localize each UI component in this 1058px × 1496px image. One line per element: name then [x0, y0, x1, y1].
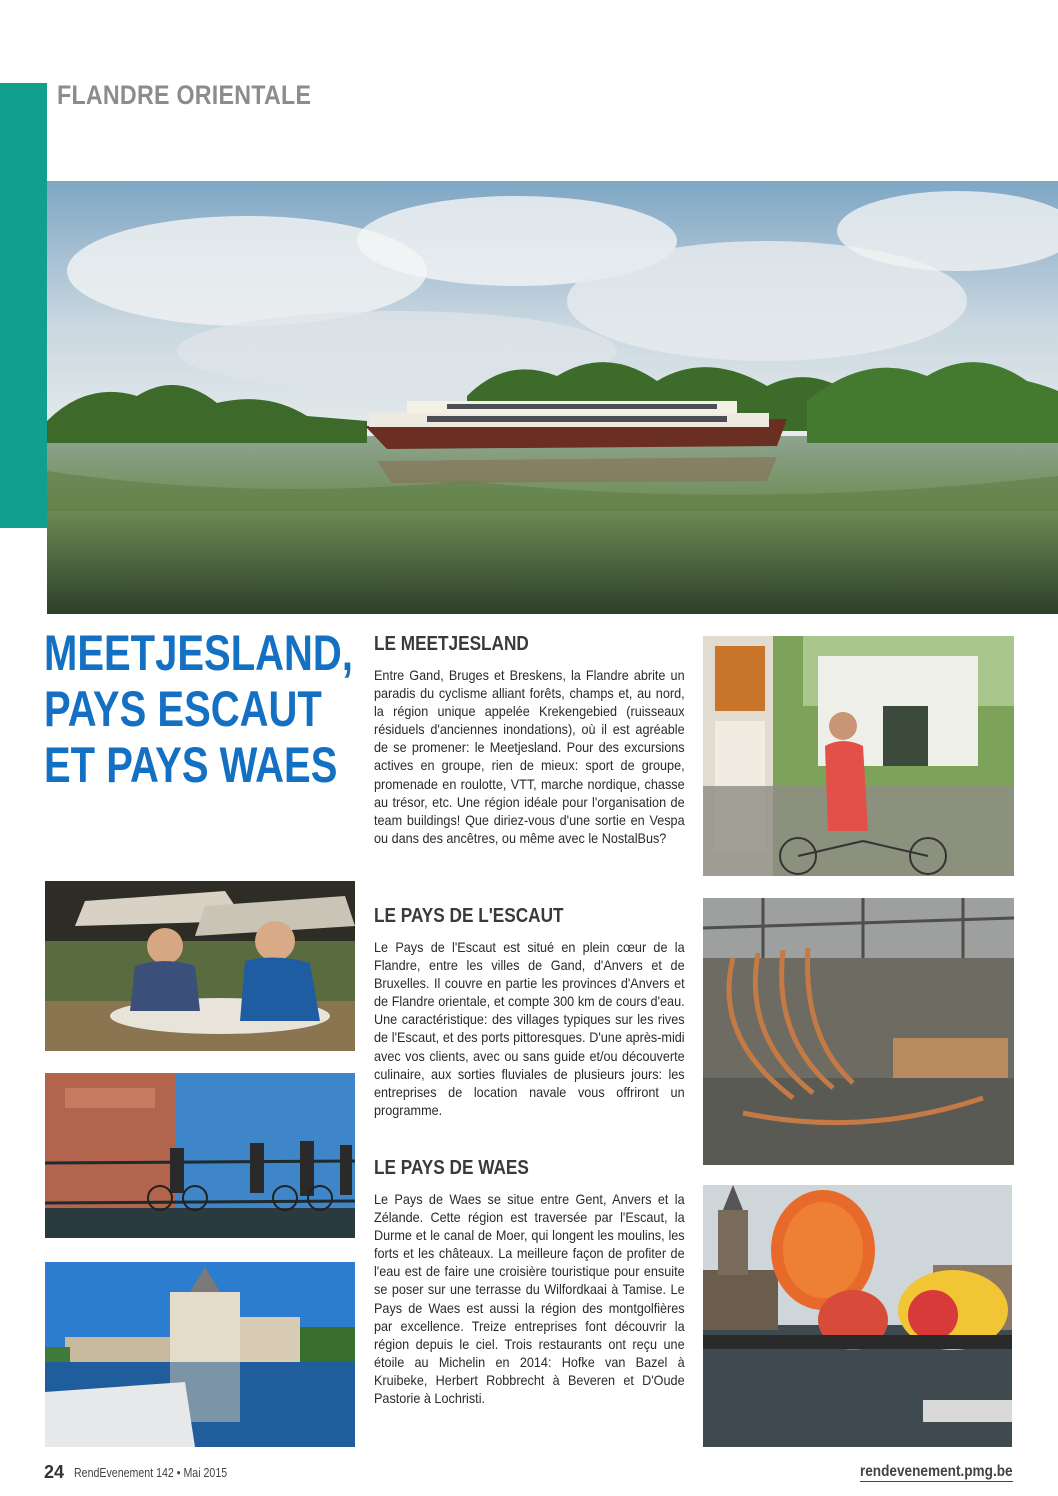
section-pays-waes: [374, 1157, 685, 1408]
section-body: Le Pays de Waes se situe entre Gent, Anvers et la Zélande. Cette région est traversée par l'Escaut, la Durme et le canal de Moer, qui longent les moulins, les forts et les châteaux. La meilleure façon de profiter de l'eau est de faire une croisière touristique pour ensuite se poser sur une terrasse du Wilfordkaai à Tamise. Le Pays de Waes est aussi la région des montgolfières par excellence. Treize entreprises font découvrir la région depuis le ciel. Trois restaurants ont reçu une étoile au Michelin en 2014: Hofke van Bazel à Kruibeke, Herbert Robbrecht à Beveren et D'Oude Pastorie à Lochristi.: [374, 1192, 685, 1407]
town-hall-reflection-photo: [45, 1262, 355, 1447]
woman-bicycle-signboard-photo: [703, 636, 1014, 876]
article-title-line-2: PAYS ESCAUT: [44, 681, 322, 737]
website-link[interactable]: rendevenement.pmg.be: [860, 1463, 1013, 1480]
article-title: [44, 625, 380, 793]
section-pays-escaut: [374, 905, 685, 1120]
section-accent-bar: [0, 83, 47, 528]
hero-river-boat-photo: [47, 181, 1058, 614]
section-meetjesland: [374, 633, 685, 848]
hot-air-balloons-photo: [703, 1185, 1012, 1447]
article-title-line-1: MEETJESLAND,: [44, 625, 353, 681]
section-label: FLANDRE ORIENTALE: [57, 80, 312, 110]
page-number: 24: [44, 1462, 65, 1482]
section-body: Entre Gand, Bruges et Breskens, la Flandre abrite un paradis du cyclisme alliant forêts, champs et, au nord, la région unique appelée Krekengebied (ruisseaux résiduels d'anciennes inondations), où il est agréable de se promener: le Meetjesland. Pour des excursions actives en groupe, rien de mieux: sport de groupe, promenade en roulotte, VTT, marche nordique, chasse au trésor, etc. Une région idéale pour l'organisation de team buildings! Que diriez-vous d'une sortie en Vespa ou dans des ancêtres, ou même avec le NostalBus?: [374, 668, 685, 846]
cyclists-bridge-photo: [45, 1073, 355, 1238]
section-heading: LE MEETJESLAND: [374, 633, 529, 655]
article-title-line-3: ET PAYS WAES: [44, 737, 338, 793]
section-heading: LE PAYS DE L'ESCAUT: [374, 905, 564, 927]
section-heading: LE PAYS DE WAES: [374, 1157, 529, 1179]
wooden-boat-frame-photo: [703, 898, 1014, 1165]
publication-info: RendEvenement 142 • Mai 2015: [74, 1466, 228, 1480]
terrace-dining-photo: [45, 881, 355, 1051]
section-body: Le Pays de l'Escaut est situé en plein cœur de la Flandre, entre les villes de Gand, d'Anvers et de Bruxelles. Il couvre en partie les provinces d'Anvers et de Flandre orientale, et compte 300 km de cours d'eau. Une caractéristique: des villages typiques sur les rives de l'Escaut, et des ports pittoresques. D'une après-midi avec vos clients, avec ou sans guide et/ou découverte culinaire, aux sorties fluviales de plusieurs jours: les entreprises de location navale vous offriront un programme.: [374, 940, 685, 1118]
